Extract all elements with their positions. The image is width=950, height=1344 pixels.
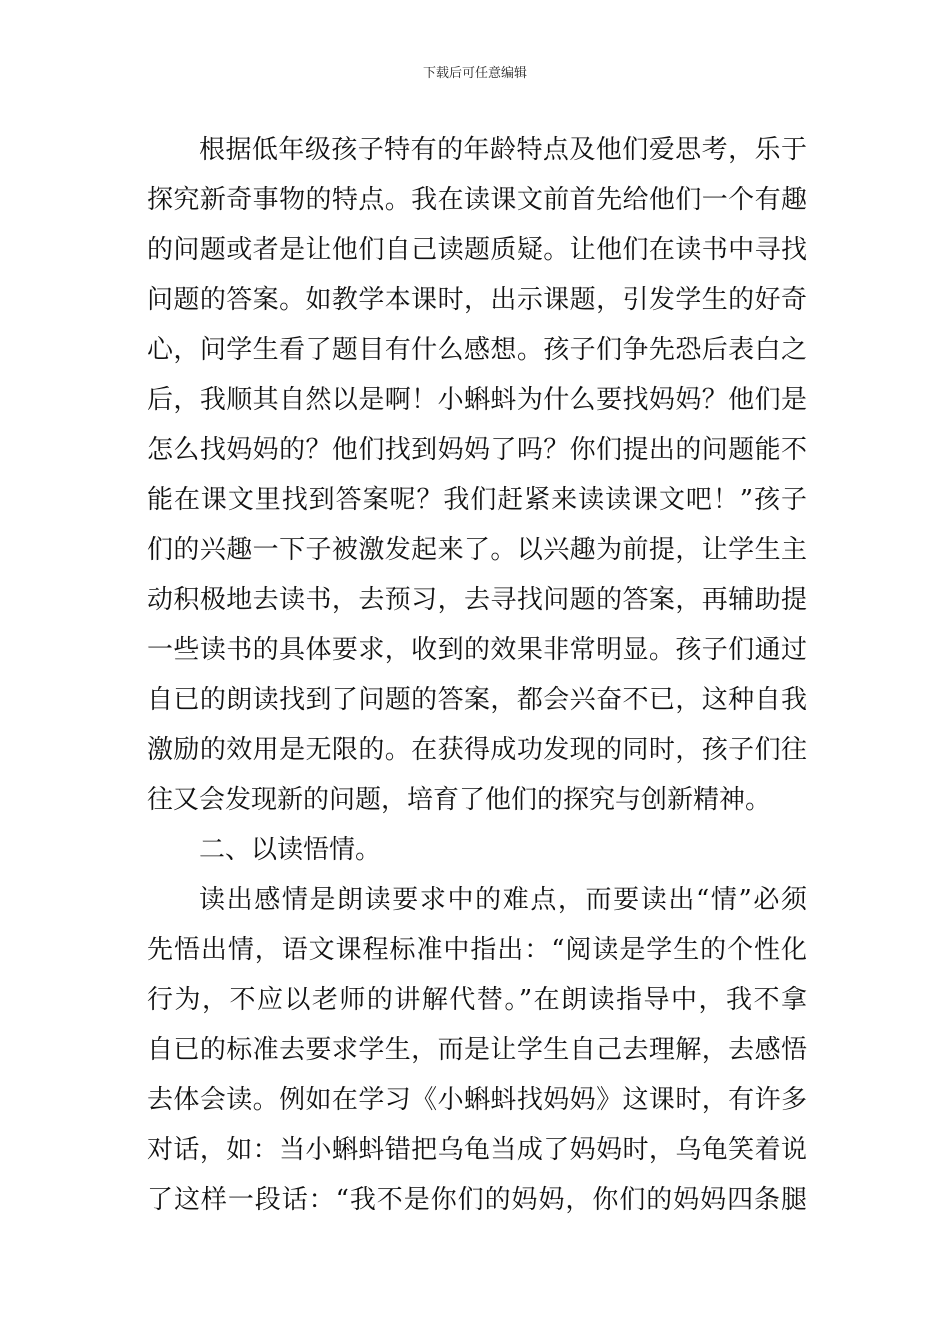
text-line: 能在课文里找到答案呢？我们赶紧来读读课文吧！”孩子 [147, 485, 807, 515]
text-line: 心，问学生看了题目有什么感想。孩子们争先恐后表白之 [147, 335, 807, 365]
text-line: 读出感情是朗读要求中的难点，而要读出“情”必须 [199, 885, 807, 915]
text-line: 后，我顺其自然以是啊！小蝌蚪为什么要找妈妈？他们是 [147, 385, 807, 415]
text-line: 们的兴趣一下子被激发起来了。以兴趣为前提，让学生主 [147, 535, 807, 565]
text-line: 二、以读悟情。 [199, 835, 382, 865]
text-line: 自已的朗读找到了问题的答案，都会兴奋不已，这种自我 [147, 685, 807, 715]
paragraph [147, 125, 807, 825]
paragraph [147, 875, 807, 1225]
text-line: 了这样一段话：“我不是你们的妈妈，你们的妈妈四条腿 [147, 1185, 807, 1215]
text-line: 往又会发现新的问题，培育了他们的探究与创新精神。 [147, 785, 772, 815]
text-line: 先悟出情，语文课程标准中指出：“阅读是学生的个性化 [147, 935, 807, 965]
section-heading [147, 825, 807, 875]
text-line: 探究新奇事物的特点。我在读课文前首先给他们一个有趣 [147, 185, 807, 215]
text-line: 一些读书的具体要求，收到的效果非常明显。孩子们通过 [147, 635, 807, 665]
text-line: 激励的效用是无限的。在获得成功发现的同时，孩子们往 [147, 735, 807, 765]
text-line: 问题的答案。如教学本课时，出示课题，引发学生的好奇 [147, 285, 807, 315]
text-line: 根据低年级孩子特有的年龄特点及他们爱思考，乐于 [199, 135, 807, 165]
text-line: 怎么找妈妈的？他们找到妈妈了吗？你们提出的问题能不 [147, 435, 807, 465]
text-line: 去体会读。例如在学习《小蝌蚪找妈妈》这课时，有许多 [147, 1085, 807, 1115]
page-header: 下载后可任意编辑 [422, 66, 527, 81]
text-line: 动积极地去读书，去预习，去寻找问题的答案，再辅助提 [147, 585, 807, 615]
text-line: 的问题或者是让他们自己读题质疑。让他们在读书中寻找 [147, 235, 807, 265]
document-body [147, 125, 807, 1225]
text-line: 行为，不应以老师的讲解代替。”在朗读指导中，我不拿 [147, 985, 807, 1015]
text-line: 自已的标准去要求学生，而是让学生自己去理解，去感悟 [147, 1035, 807, 1065]
text-line: 对话，如：当小蝌蚪错把乌龟当成了妈妈时，乌龟笑着说 [147, 1135, 807, 1165]
